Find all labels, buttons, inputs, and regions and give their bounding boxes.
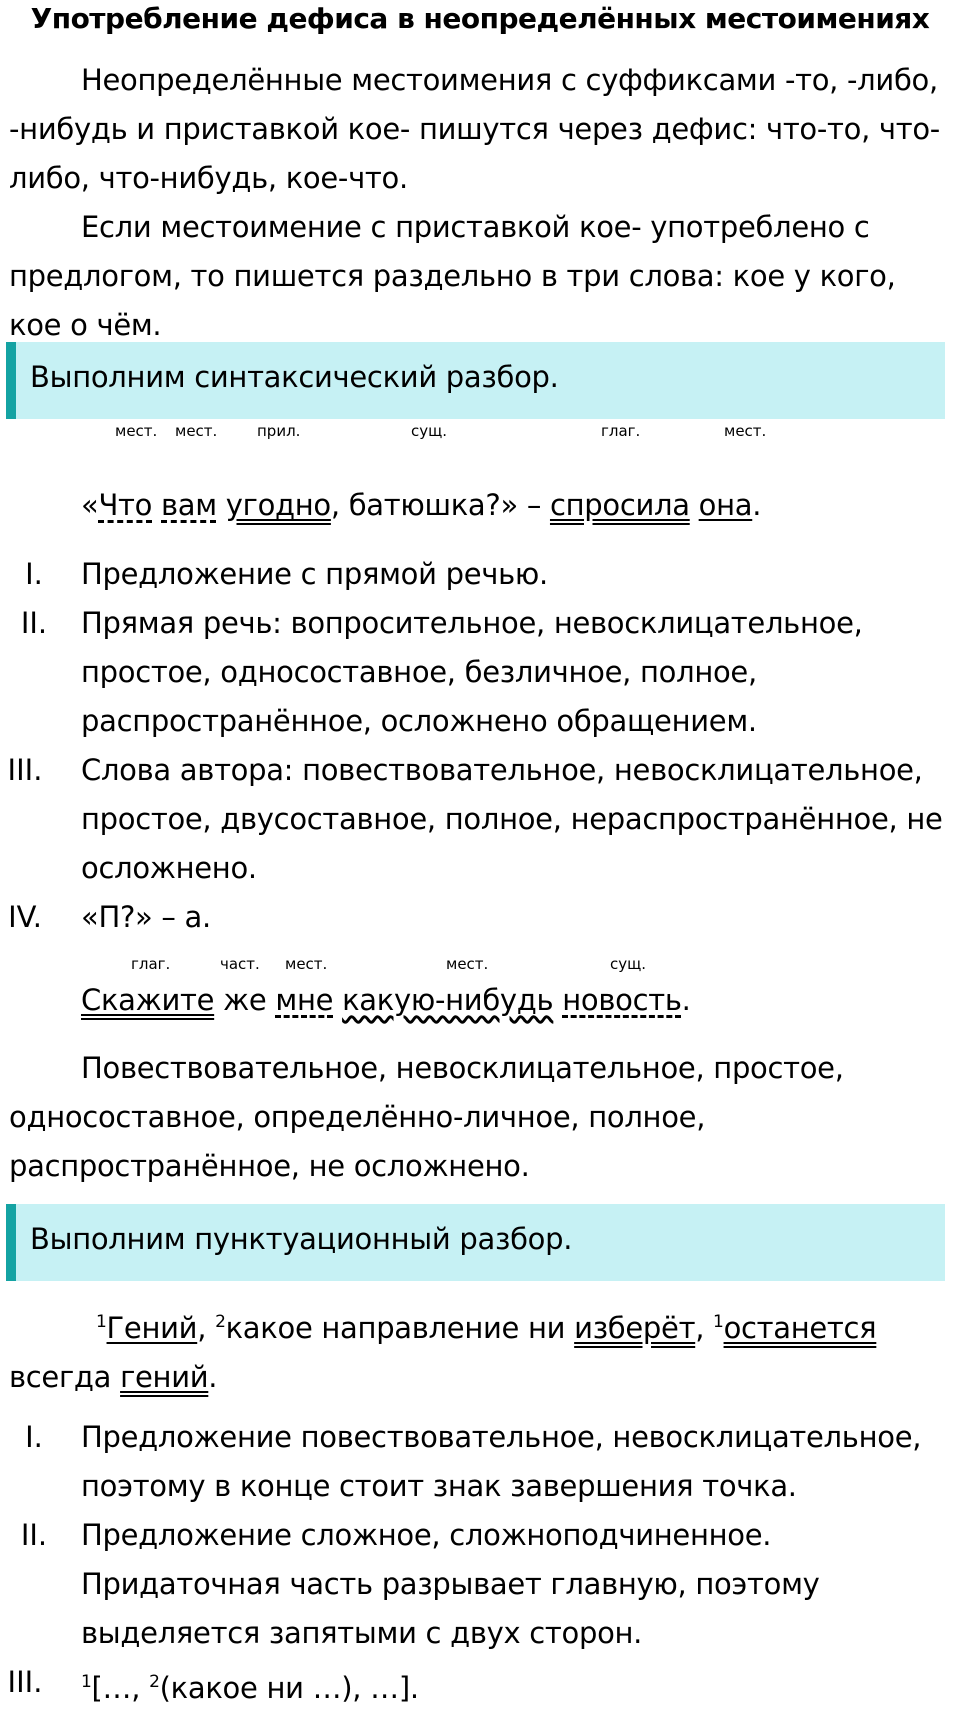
pos-label: мест.: [175, 422, 218, 440]
word-addition: вам: [161, 488, 217, 522]
clause-number: 1: [81, 1672, 92, 1692]
pos-label: част.: [220, 955, 260, 973]
syntax-description-text: Повествовательное, невосклицательное, простое, односоставное, определённо-личное, полное, распространённое, не осложнено.: [9, 1051, 844, 1183]
list-number: III.: [7, 753, 43, 787]
word-addition: мне: [275, 983, 334, 1017]
sentence-text: , батюшка?» –: [330, 488, 550, 522]
word-addition: Что: [98, 488, 153, 522]
syntax-sentence-1: [81, 488, 761, 522]
list-item: Слова автора: повествовательное, невосклицательное, простое, двусоставное, полное, нераспространённое, не осложнено.: [81, 753, 943, 885]
syntax-sentence-2: [81, 983, 691, 1017]
pos-label: мест.: [115, 422, 158, 440]
list-number: I.: [25, 557, 43, 591]
list-number: I.: [25, 1420, 43, 1454]
syntax-banner: [6, 342, 945, 419]
sentence-text: ,: [695, 1311, 714, 1345]
clause-number: 1: [96, 1312, 107, 1332]
sentence-text: же: [214, 983, 276, 1017]
sentence-end: .: [681, 983, 691, 1017]
scheme-text: (какое ни …), …].: [159, 1671, 419, 1705]
pos-label: сущ.: [610, 955, 647, 973]
syntax-banner-text: Выполним синтаксический разбор.: [30, 360, 559, 394]
sentence-text: всегда: [9, 1360, 121, 1394]
rule-paragraph-1: [9, 56, 944, 203]
word-predicate: останется: [723, 1311, 877, 1345]
list-number: II.: [20, 1518, 48, 1552]
sentence-end: .: [208, 1360, 218, 1394]
rule-paragraph-2: [9, 203, 944, 350]
sentence-text: ,: [197, 1311, 216, 1345]
word-predicate: угодно: [225, 488, 331, 522]
sentence-text: какое направление ни: [225, 1311, 575, 1345]
word-subject: она: [698, 488, 753, 522]
word-predicate: Скажите: [81, 983, 215, 1017]
word-addition: новость: [562, 983, 682, 1017]
list-item: Прямая речь: вопросительное, невосклицательное, простое, односоставное, безличное, полное, распространённое, осложнено обращением.: [81, 606, 863, 738]
list-item: «П?» – а.: [81, 900, 211, 934]
list-number: III.: [7, 1665, 43, 1699]
pos-label: мест.: [446, 955, 489, 973]
word-predicate: изберёт: [574, 1311, 696, 1345]
sentence-end: .: [752, 488, 762, 522]
list-item: Предложение сложное, сложноподчиненное. Придаточная часть разрывает главную, поэтому выделяется запятыми с двух сторон.: [81, 1518, 820, 1650]
pos-label: мест.: [724, 422, 767, 440]
clause-number: 2: [149, 1672, 160, 1692]
punctuation-sentence: [9, 1298, 944, 1402]
list-item: Предложение повествовательное, невосклицательное, поэтому в конце стоит знак завершения точка.: [81, 1420, 922, 1503]
clause-number: 1: [713, 1312, 724, 1332]
list-number: IV.: [8, 900, 42, 934]
punctuation-banner-text: Выполним пунктуационный разбор.: [30, 1222, 573, 1256]
word-attribute: какую-нибудь: [342, 983, 554, 1017]
scheme-text: […,: [91, 1671, 150, 1705]
list-number: II.: [20, 606, 48, 640]
rule-paragraph-1-text: Неопределённые местоимения с суффиксами -то, -либо, -нибудь и приставкой кое- пишутся через дефис: что-то, что-либо, что-нибудь, кое-что.: [9, 63, 940, 195]
list-item: Предложение с прямой речью.: [81, 557, 548, 591]
clause-number: 2: [215, 1312, 226, 1332]
punctuation-banner: [6, 1204, 945, 1281]
rule-paragraph-2-text: Если местоимение с приставкой кое- употреблено с предлогом, то пишется раздельно в три слова: кое у кого, кое о чём.: [9, 210, 896, 342]
pos-label: глаг.: [131, 955, 171, 973]
word-subject: Гений: [106, 1311, 198, 1345]
word-predicate: спросила: [549, 488, 690, 522]
page-title: Употребление дефиса в неопределённых местоимениях: [30, 2, 930, 35]
pos-label: прил.: [257, 422, 301, 440]
word-predicate: гений: [120, 1360, 209, 1394]
quote-open: «: [81, 488, 99, 522]
pos-label: мест.: [285, 955, 328, 973]
syntax-description: [9, 1044, 944, 1191]
pos-label: глаг.: [601, 422, 641, 440]
pos-label: сущ.: [411, 422, 448, 440]
